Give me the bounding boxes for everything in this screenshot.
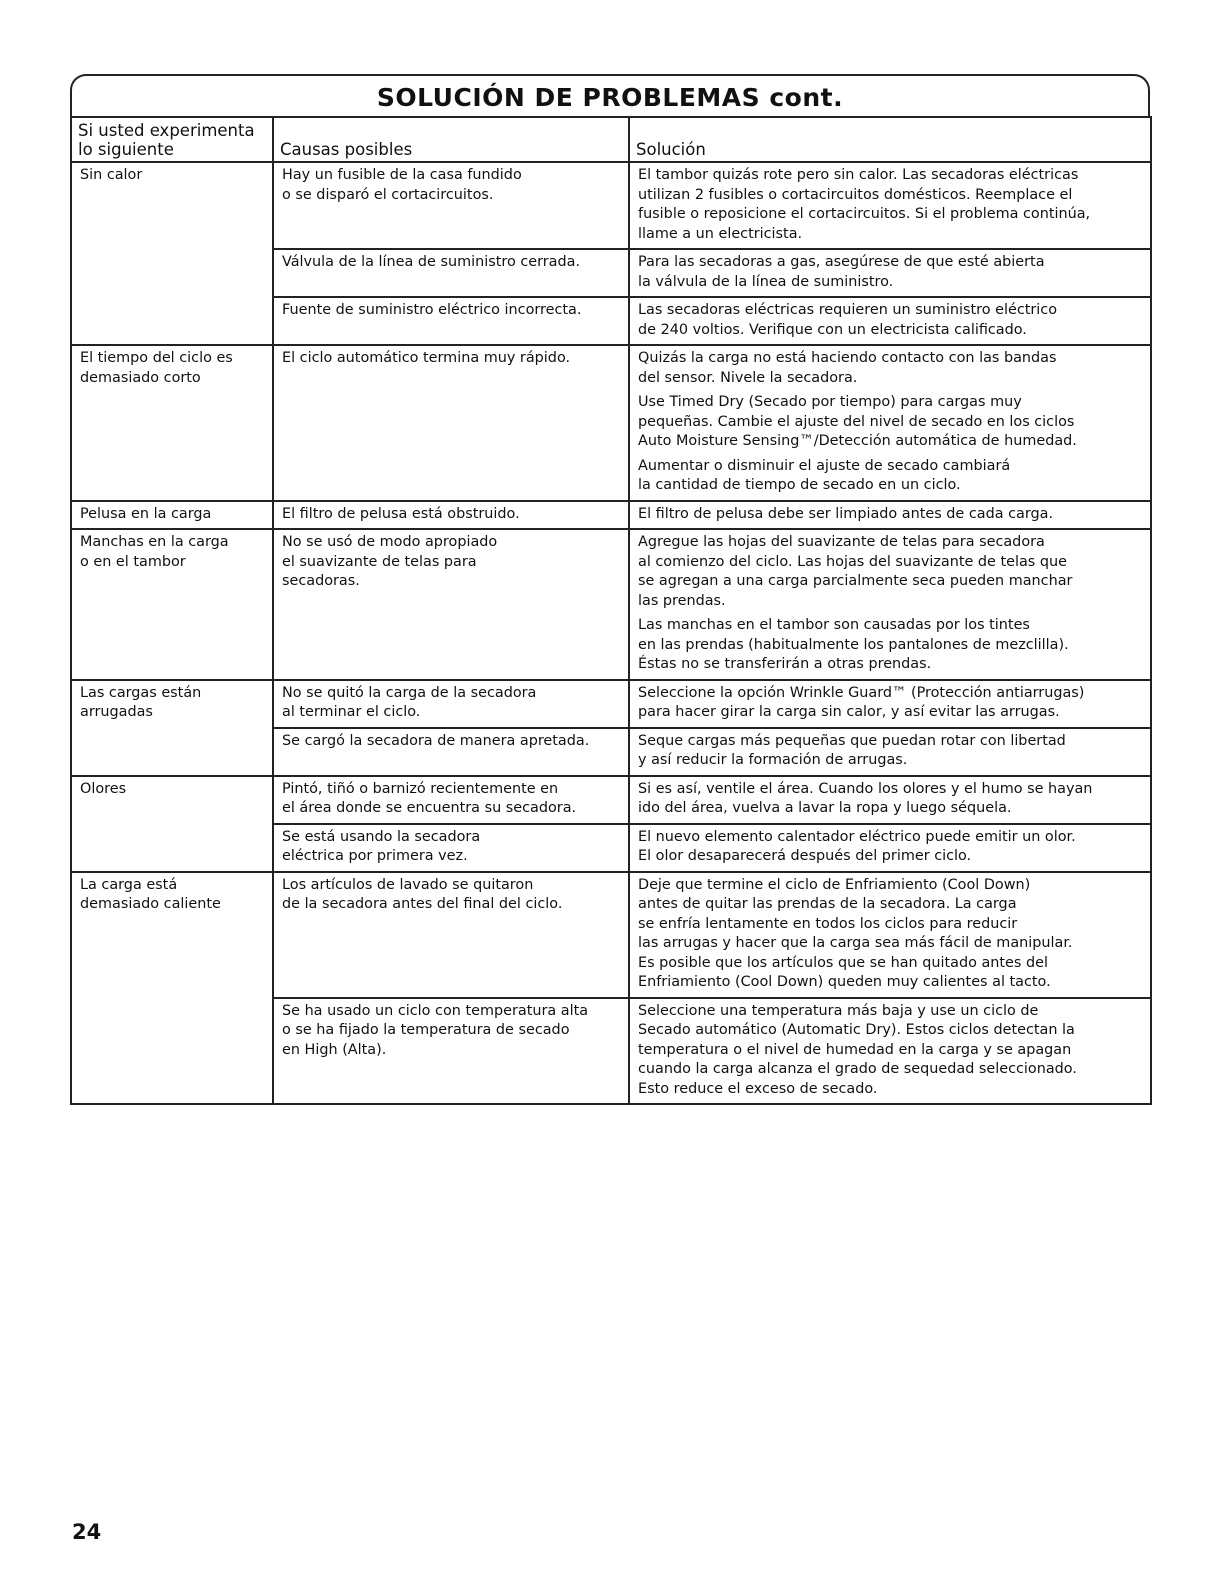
header-causes: Causas posibles bbox=[273, 117, 629, 162]
solution-paragraph: Las manchas en el tambor son causadas por los tintes en las prendas (habitualmente los pantalones de mezclilla). Éstas no se transferirán a otras prendas. bbox=[638, 617, 1069, 672]
troubleshooting-table bbox=[70, 116, 1152, 1105]
cause-cell: No se quitó la carga de la secadora al terminar el ciclo. bbox=[273, 680, 629, 728]
solution-cell bbox=[629, 728, 1151, 776]
table-row bbox=[71, 680, 1151, 728]
solution-paragraph: Deje que termine el ciclo de Enfriamiento (Cool Down) antes de quitar las prendas de la secadora. La carga se enfría lentamente en todos los ciclos para reducir las arrugas y hacer que la carga sea más fácil de manipular. Es posible que los artículos que se han quitado antes del Enfriamiento (Cool Down) queden muy calientes al tacto. bbox=[638, 876, 1073, 990]
title-bar bbox=[70, 74, 1150, 116]
solution-paragraph: Agregue las hojas del suavizante de telas para secadora al comienzo del ciclo. Las hojas del suavizante de telas que se agregan a una carga parcialmente seca pueden manchar las prendas. bbox=[638, 534, 1073, 609]
solution-paragraph: Seque cargas más pequeñas que puedan rotar con libertad y así reducir la formación de arrugas. bbox=[638, 732, 1066, 768]
solution-cell bbox=[629, 680, 1151, 728]
solution-cell bbox=[629, 776, 1151, 824]
cause-cell: Se cargó la secadora de manera apretada. bbox=[273, 728, 629, 776]
cause-cell: Se ha usado un ciclo con temperatura alta o se ha fijado la temperatura de secado en High (Alta). bbox=[273, 998, 629, 1105]
page-title: SOLUCIÓN DE PROBLEMAS cont. bbox=[376, 83, 844, 112]
solution-cell bbox=[629, 345, 1151, 501]
solution-paragraph: Seleccione una temperatura más baja y use un ciclo de Secado automático (Automatic Dry). Estos ciclos detectan la temperatura o el nivel de humedad en la carga y se apagan cuando la carga alcanza el grado de sequedad seleccionado. Esto reduce el exceso de secado. bbox=[638, 1002, 1077, 1097]
solution-paragraph: Seleccione la opción Wrinkle Guard™ (Protección antiarrugas) para hacer girar la carga sin calor, y así evitar las arrugas. bbox=[638, 684, 1085, 720]
solution-paragraph: Use Timed Dry (Secado por tiempo) para cargas muy pequeñas. Cambie el ajuste del nivel de secado en los ciclos Auto Moisture Sensing™/Detección automática de humedad. bbox=[638, 394, 1077, 449]
cause-cell: Hay un fusible de la casa fundido o se disparó el cortacircuitos. bbox=[273, 162, 629, 249]
solution-cell bbox=[629, 249, 1151, 297]
table-row bbox=[71, 776, 1151, 824]
table-header-row bbox=[71, 117, 1151, 162]
solution-cell bbox=[629, 872, 1151, 998]
header-problem: Si usted experimenta lo siguiente bbox=[71, 117, 273, 162]
solution-paragraph: Aumentar o disminuir el ajuste de secado cambiará la cantidad de tiempo de secado en un ciclo. bbox=[638, 457, 1011, 493]
problem-cell: Manchas en la carga o en el tambor bbox=[71, 529, 273, 680]
cause-cell: No se usó de modo apropiado el suavizante de telas para secadoras. bbox=[273, 529, 629, 680]
cause-cell: Fuente de suministro eléctrico incorrecta. bbox=[273, 297, 629, 345]
solution-cell bbox=[629, 297, 1151, 345]
solution-paragraph: El filtro de pelusa debe ser limpiado antes de cada carga. bbox=[638, 505, 1054, 522]
solution-paragraph: Quizás la carga no está haciendo contacto con las bandas del sensor. Nivele la secadora. bbox=[638, 350, 1057, 386]
cause-cell: Válvula de la línea de suministro cerrada. bbox=[273, 249, 629, 297]
cause-cell: El ciclo automático termina muy rápido. bbox=[273, 345, 629, 501]
problem-cell: Las cargas están arrugadas bbox=[71, 680, 273, 776]
solution-paragraph: Las secadoras eléctricas requieren un suministro eléctrico de 240 voltios. Verifique con un electricista calificado. bbox=[638, 302, 1058, 338]
solution-cell bbox=[629, 501, 1151, 530]
table-row bbox=[71, 872, 1151, 998]
troubleshooting-section bbox=[70, 74, 1150, 1114]
solution-cell bbox=[629, 824, 1151, 872]
solution-paragraph: El nuevo elemento calentador eléctrico puede emitir un olor. El olor desaparecerá después del primer ciclo. bbox=[638, 828, 1076, 864]
solution-paragraph: El tambor quizás rote pero sin calor. Las secadoras eléctricas utilizan 2 fusibles o cortacircuitos domésticos. Reemplace el fusible o reposicione el cortacircuitos. Si el problema continúa, llame a un electricista. bbox=[638, 167, 1091, 242]
problem-cell: Olores bbox=[71, 776, 273, 872]
problem-cell: El tiempo del ciclo es demasiado corto bbox=[71, 345, 273, 501]
problem-cell: Pelusa en la carga bbox=[71, 501, 273, 530]
table-row bbox=[71, 345, 1151, 501]
solution-cell bbox=[629, 529, 1151, 680]
header-solution: Solución bbox=[629, 117, 1151, 162]
problem-cell: Sin calor bbox=[71, 162, 273, 345]
solution-paragraph: Para las secadoras a gas, asegúrese de que esté abierta la válvula de la línea de suministro. bbox=[638, 254, 1045, 290]
cause-cell: Se está usando la secadora eléctrica por primera vez. bbox=[273, 824, 629, 872]
table-row bbox=[71, 501, 1151, 530]
cause-cell: Pintó, tiñó o barnizó recientemente en el área donde se encuentra su secadora. bbox=[273, 776, 629, 824]
table-row bbox=[71, 529, 1151, 680]
table-row bbox=[71, 162, 1151, 249]
problem-cell: La carga está demasiado caliente bbox=[71, 872, 273, 1105]
solution-cell bbox=[629, 998, 1151, 1105]
solution-paragraph: Si es así, ventile el área. Cuando los olores y el humo se hayan ido del área, vuelva a lavar la ropa y luego séquela. bbox=[638, 780, 1093, 816]
page-number: 24 bbox=[72, 1520, 102, 1544]
cause-cell: Los artículos de lavado se quitaron de la secadora antes del final del ciclo. bbox=[273, 872, 629, 998]
solution-cell bbox=[629, 162, 1151, 249]
cause-cell: El filtro de pelusa está obstruido. bbox=[273, 501, 629, 530]
